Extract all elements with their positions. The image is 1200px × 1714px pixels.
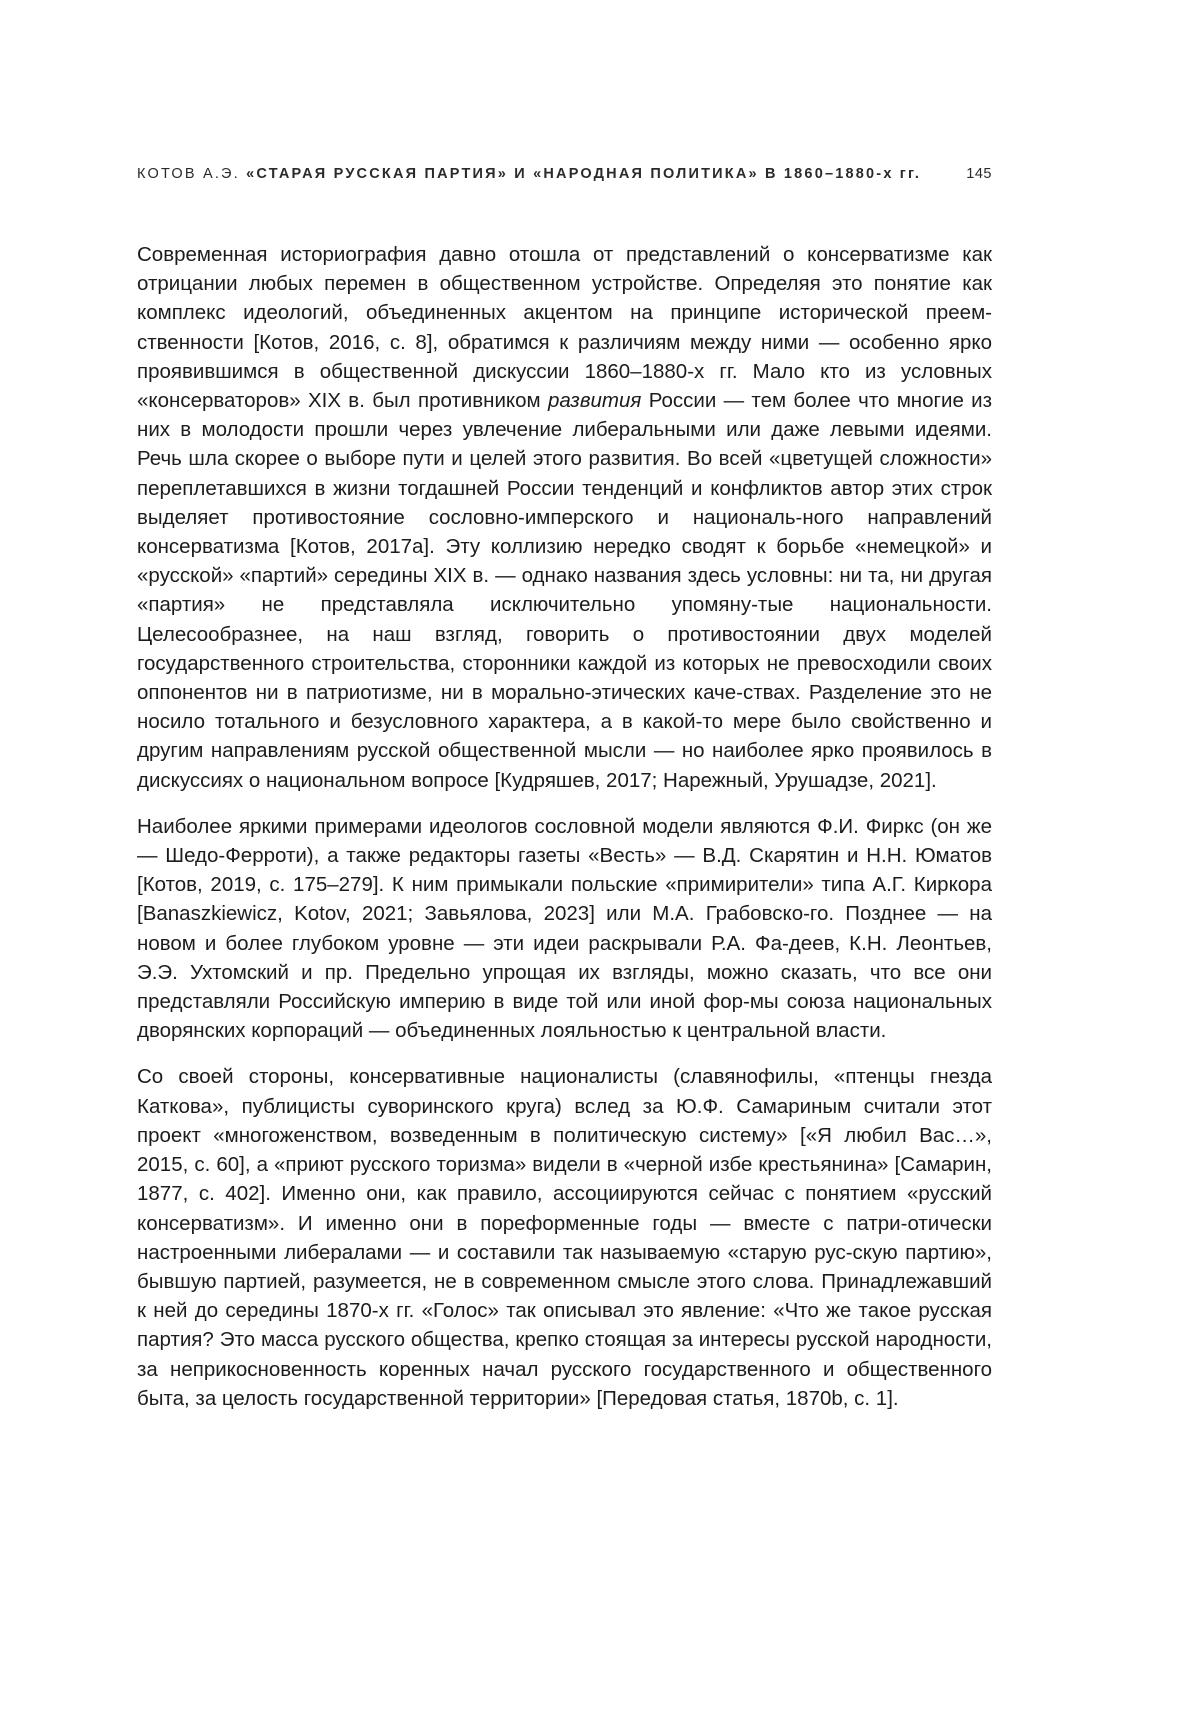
paragraph-1-text-start: Современная историография давно отошла от представлений о консерватизме как отрицании любых перемен в общественном устройстве. Определяя это понятие как комплекс идеологий, объединенных акцентом на принципе исторической преем-ственности [Котов, 2016, с. 8], обратимся к различиям между ними — особенно ярко проявившимся в общественной дискуссии 1860–1880-х гг. Мало кто из условных «консерваторов» XIX в. был противником (137, 243, 992, 412)
paragraph-1 (137, 240, 992, 795)
paragraph-1-text-end: России — тем более что многие из них в молодости прошли через увлечение либеральными или даже левыми идеями. Речь шла скорее о выборе пути и целей этого развития. Во всей «цветущей сложности» переплетавшихся в жизни тогдашней России тенденций и конфликтов автор этих строк выделяет противостояние сословно-имперского и националь-ного направлений консерватизма [Котов, 2017а]. Эту коллизию нередко сводят к борьбе «немецкой» и «русской» «партий» середины XIX в. — однако названия здесь условны: ни та, ни другая «партия» не представляла исключительно упомяну-тые национальности. Целесообразнее, на наш взгляд, говорить о противостоянии двух моделей государственного строительства, сторонники каждой из которых не превосходили своих оппонентов ни в патриотизме, ни в морально-этических каче-ствах. Разделение это не носило тотального и безусловного характера, а в какой-то мере было свойственно и другим направлениям русской общественной мысли — но наиболее ярко проявилось в дискуссиях о национальном вопросе [Кудряшев, 2017; Нарежный, Урушадзе, 2021]. (137, 389, 992, 792)
document-page (0, 0, 1200, 1714)
article-body (137, 240, 992, 1430)
paragraph-3: Со своей стороны, консервативные националисты (славянофилы, «птенцы гнезда Каткова», публицисты суворинского круга) вслед за Ю.Ф. Самариным считали этот проект «многоженством, возведенным в политическую систему» [«Я любил Вас…», 2015, с. 60], а «приют русского торизма» видели в «черной избе крестьянина» [Самарин, 1877, с. 402]. Именно они, как правило, ассоциируются сейчас с понятием «русский консерватизм». И именно они в пореформенные годы — вместе с патри-отически настроенными либералами — и составили так называемую «старую рус-скую партию», бывшую партией, разумеется, не в современном смысле этого слова. Принадлежавший к ней до середины 1870-х гг. «Голос» так описывал это явление: «Что же такое русская партия? Это масса русского общества, крепко стоящая за интересы русской народности, за неприкосновенность коренных начал русского государственного и общественного быта, за целость государственной территории» [Передовая статья, 1870b, с. 1]. (137, 1062, 992, 1412)
page-number: 145 (966, 166, 992, 182)
running-header (137, 166, 992, 188)
header-article-title: «СТАРАЯ РУССКАЯ ПАРТИЯ» И «НАРОДНАЯ ПОЛИТИКА» В 1860–1880-х гг. (246, 166, 921, 182)
paragraph-2: Наиболее яркими примерами идеологов сословной модели являются Ф.И. Фиркс (он же — Шедо-Ферроти), а также редакторы газеты «Весть» — В.Д. Скарятин и Н.Н. Юматов [Котов, 2019, с. 175–279]. К ним примыкали польские «примирители» типа А.Г. Киркора [Banaszkiewicz, Kotov, 2021; Завьялова, 2023] или М.А. Грабовско-го. Позднее — на новом и более глубоком уровне — эти идеи раскрывали Р.А. Фа-деев, К.Н. Леонтьев, Э.Э. Ухтомский и пр. Предельно упрощая их взгляды, можно сказать, что все они представляли Российскую империю в виде той или иной фор-мы союза национальных дворянских корпораций — объединенных лояльностью к центральной власти. (137, 812, 992, 1046)
header-author: КОТОВ А.Э. (137, 166, 240, 182)
paragraph-1-italic-emphasis: развития (548, 389, 641, 412)
